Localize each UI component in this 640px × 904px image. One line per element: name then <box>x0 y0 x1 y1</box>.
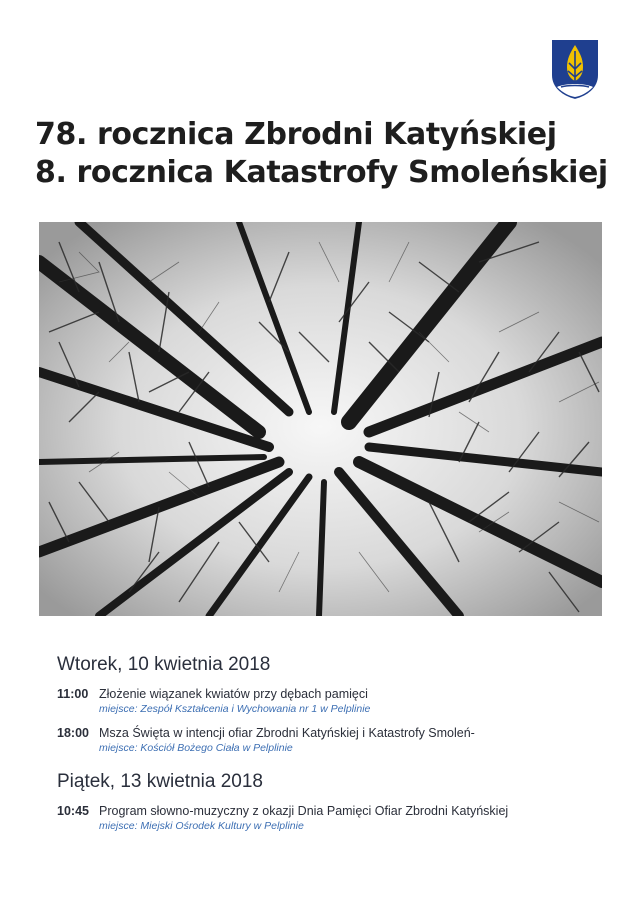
event-description: Program słowno-muzyczny z okazji Dnia Pamięci Ofiar Zbrodni Katyńskiej <box>99 804 509 818</box>
day-section <box>57 654 617 755</box>
coat-of-arms-icon <box>549 37 601 101</box>
event-item <box>57 686 617 716</box>
event-item <box>57 725 617 755</box>
day-heading: Wtorek, 10 kwietnia 2018 <box>57 654 271 675</box>
event-description: Msza Święta w intencji ofiar Zbrodni Katyńskiej i Katastrofy Smoleń- <box>99 726 475 740</box>
event-location: miejsce: Miejski Ośrodek Kultury w Pelplinie <box>99 820 304 832</box>
poster-title <box>35 116 615 192</box>
tree-canopy-photo <box>39 222 602 616</box>
event-time: 18:00 <box>57 726 89 740</box>
event-time: 11:00 <box>57 687 89 701</box>
day-section <box>57 771 617 833</box>
day-heading: Piątek, 13 kwietnia 2018 <box>57 771 263 792</box>
event-location: miejsce: Zespół Kształcenia i Wychowania nr 1 w Pelplinie <box>99 703 371 715</box>
title-line-2: 8. rocznica Katastrofy Smoleńskiej <box>35 155 608 190</box>
event-time: 10:45 <box>57 804 89 818</box>
title-line-1: 78. rocznica Zbrodni Katyńskiej <box>35 117 557 152</box>
event-item <box>57 803 617 833</box>
event-schedule <box>57 654 617 842</box>
event-description: Złożenie wiązanek kwiatów przy dębach pamięci <box>99 687 368 701</box>
event-location: miejsce: Kościół Bożego Ciała w Pelplinie <box>99 742 293 754</box>
